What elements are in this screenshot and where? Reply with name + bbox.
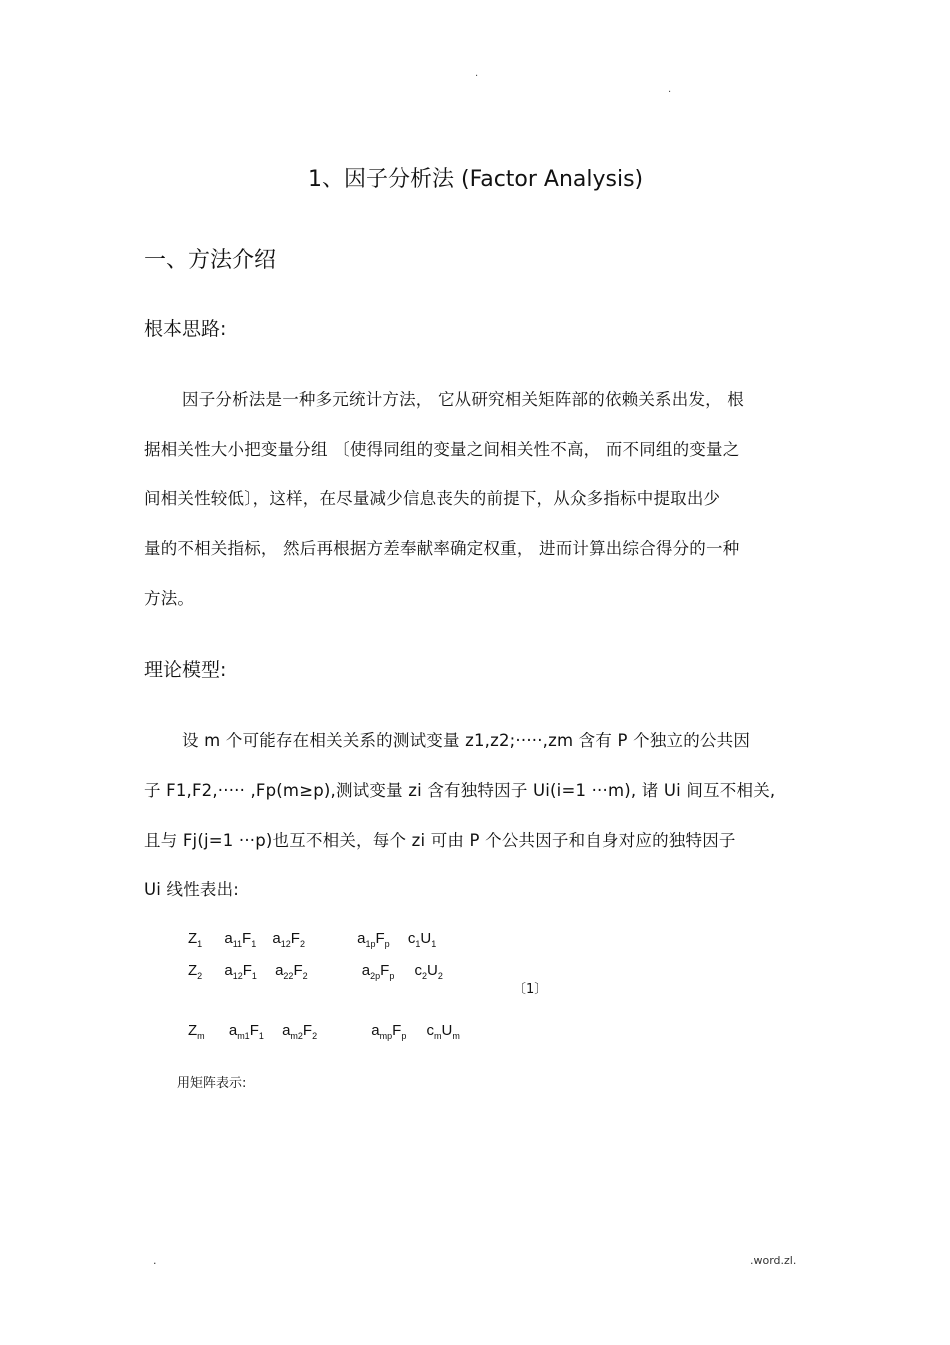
paragraph-line: 量的不相关指标， 然后再根据方差奉献率确定权重， 进而计算出综合得分的一种 xyxy=(144,539,740,558)
paragraph-line: 据相关性大小把变量分组 〔使得同组的变量之间相关性不高， 而不同组的变量之 xyxy=(144,440,740,459)
equation-number: 〔1〕 xyxy=(513,982,548,997)
paragraph-line: 因子分析法是一种多元统计方法， 它从研究相关矩阵部的依赖关系出发， 根 xyxy=(182,390,744,409)
equation-row-2: $Z_2$ $a_{12}F_1$ $a_{22}F_2$ $a_{2p}F_p$ $c_2U_2$ xyxy=(188,962,443,981)
equation-row-1: $Z_1$ $a_{11}F_1$ $a_{12}F_2$ $a_{1p}F_p$ $c_1U_1$ xyxy=(188,930,437,949)
subheading-model: 理论模型: xyxy=(144,659,227,681)
header-dot-right: . xyxy=(668,84,672,95)
paragraph-line: 子 F1,F2,····· ,Fp(m≥p),测试变量 zi 含有独特因子 Ui(i=1 ···m), 诸 Ui 间互不相关, xyxy=(144,781,776,800)
header-dot-left: . xyxy=(475,68,479,79)
paragraph-line: 且与 Fj(j=1 ···p)也互不相关，每个 zi 可由 P 个公共因子和自身对应的独特因子 xyxy=(144,831,736,850)
paragraph-line: Ui 线性表出: xyxy=(144,880,240,899)
matrix-label: 用矩阵表示: xyxy=(177,1076,247,1091)
subheading-basic-idea: 根本思路: xyxy=(144,318,227,340)
paragraph-line: 方法。 xyxy=(144,589,195,608)
paragraph-line: 设 m 个可能存在相关关系的测试变量 z1,z2;·····,zm 含有 P 个独立的公共因 xyxy=(182,731,751,750)
section-heading: 一、方法介绍 xyxy=(144,248,277,273)
footer-watermark: .word.zl. xyxy=(750,1254,797,1267)
page-title: 1、因子分析法 (Factor Analysis) xyxy=(308,167,644,192)
footer-dot: . xyxy=(153,1254,157,1267)
paragraph-line: 间相关性较低〕，这样，在尽量减少信息丧失的前提下，从众多指标中提取出少 xyxy=(144,489,721,508)
equation-row-m: $Z_m$ $a_{m1}F_1$ $a_{m2}F_2$ $a_{mp}F_p$ $c_mU_m$ xyxy=(188,1022,460,1041)
